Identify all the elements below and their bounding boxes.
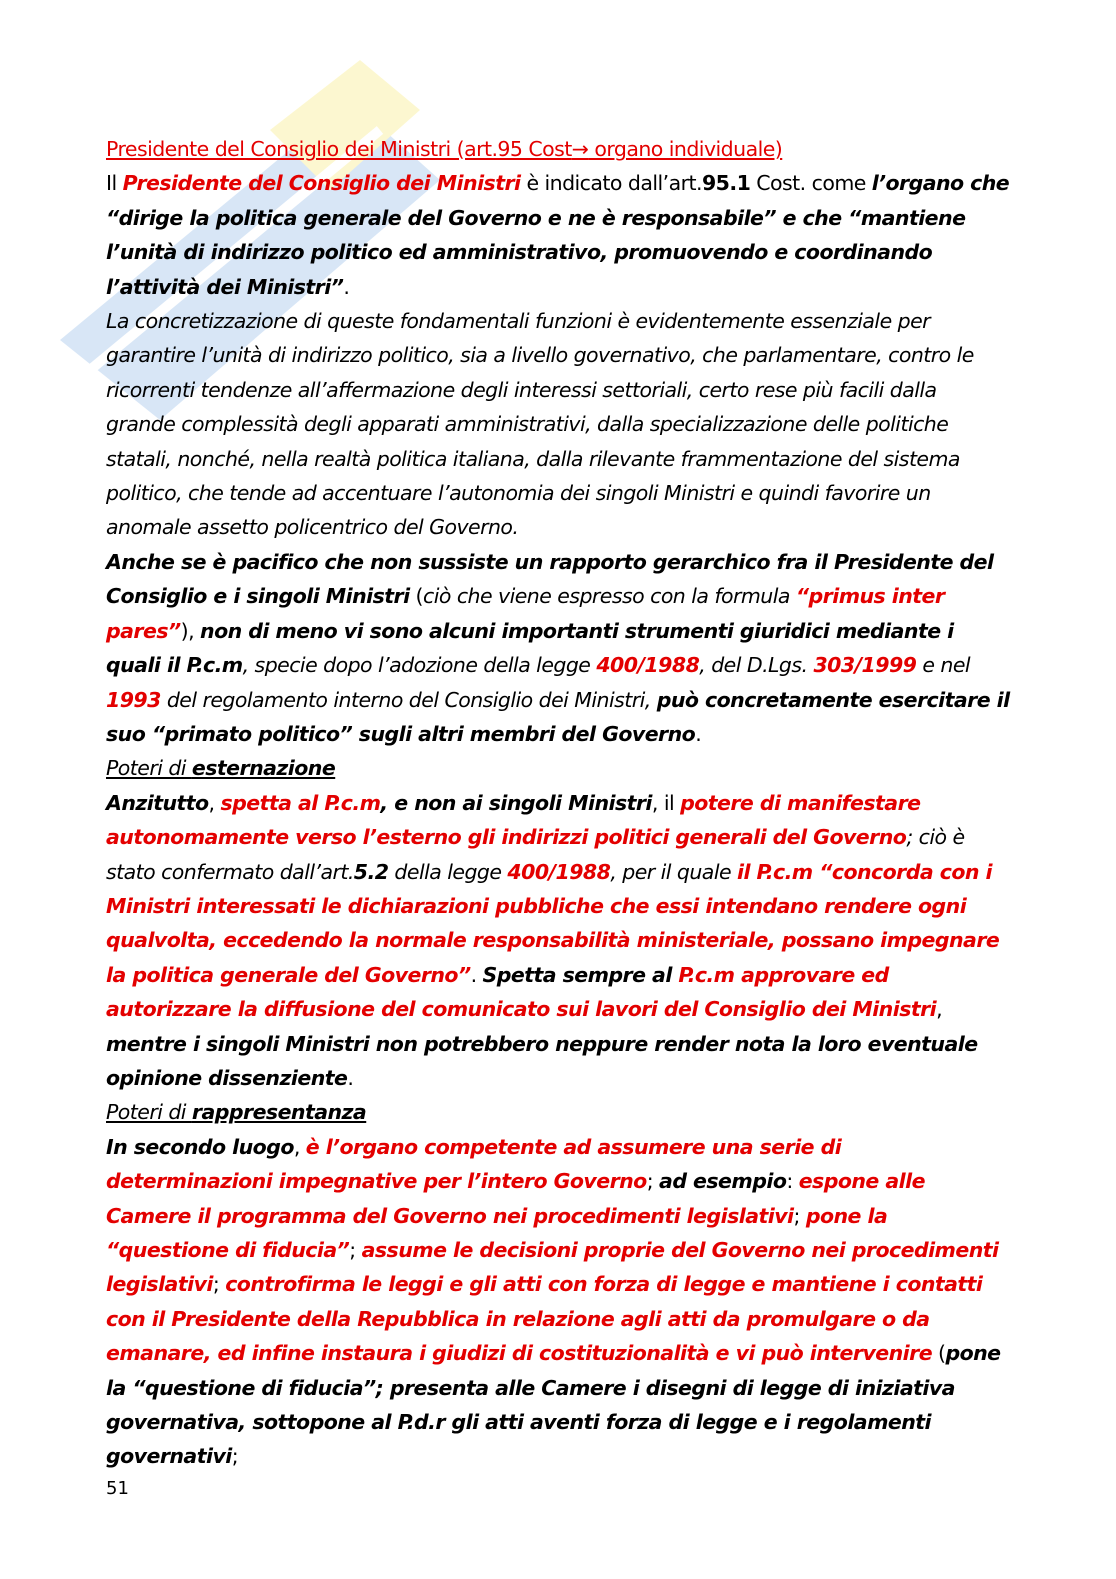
subheading-esternazione: Poteri di esternazione xyxy=(106,756,336,781)
section-heading: Presidente del Consiglio dei Ministri (art.95 Cost→ organo individuale) xyxy=(106,137,783,161)
paragraph-esternazione: Anzitutto, spetta al P.c.m, e non ai singoli Ministri, il potere di manifestare autonomamente verso l’esterno gli indirizzi politici generali del Governo; ciò è stato confermato dall’art.5.2 della legge 400/1988, per il quale il P.c.m “concorda con i Ministri interessati le dichiarazioni pubbliche che essi intendano rendere ogni qualvolta, eccedendo la normale responsabilità ministeriale, possano impegnare la politica generale del Governo”. Spetta sempre al P.c.m approvare ed autorizzare la diffusione del comunicato sui lavori del Consiglio dei Ministri, mentre i singoli Ministri non potrebbero neppure render nota la loro eventuale opinione dissenziente. xyxy=(106,790,1000,1090)
paragraph-primato: Anche se è pacifico che non sussiste un rapporto gerarchico fra il Presidente del Consiglio e i singoli Ministri (ciò che viene espresso con la formula “primus inter pares”), non di meno vi sono alcuni importanti strumenti giuridici mediante i quali il P.c.m, specie dopo l’adozione della legge 400/1988, del D.Lgs. 303/1999 e nel 1993 del regolamento interno del Consiglio dei Ministri, può concretamente esercitare il suo “primato politico” sugli altri membri del Governo. xyxy=(106,549,1010,746)
right-arrow-icon: → xyxy=(571,137,589,161)
document-body xyxy=(106,132,1011,1474)
paragraph-intro: Il Presidente del Consiglio dei Ministri è indicato dall’art.95.1 Cost. come l’organo che “dirige la politica generale del Governo e ne è responsabile” e che “mantiene l’unità di indirizzo politico ed amministrativo, promuovendo e coordinando l’attività dei Ministri”. xyxy=(106,171,1010,299)
paragraph-functions: La concretizzazione di queste fondamentali funzioni è evidentemente essenziale per garantire l’unità di indirizzo politico, sia a livello governativo, che parlamentare, contro le ricorrenti tendenze all’affermazione degli interessi settoriali, certo rese più facili dalla grande complessità degli apparati amministrativi, dalla specializzazione delle politiche statali, nonché, nella realtà politica italiana, dalla rilevante frammentazione del sistema politico, che tende ad accentuare l’autonomia dei singoli Ministri e quindi favorire un anomale assetto policentrico del Governo. xyxy=(106,309,974,540)
page-number: 51 xyxy=(106,1478,129,1499)
subheading-rappresentanza: Poteri di rappresentanza xyxy=(106,1100,367,1125)
paragraph-rappresentanza: In secondo luogo, è l’organo competente ad assumere una serie di determinazioni impegnative per l’intero Governo; ad esempio: espone alle Camere il programma del Governo nei procedimenti legislativi; pone la “questione di fiducia”; assume le decisioni proprie del Governo nei procedimenti legislativi; controfirma le leggi e gli atti con forza di legge e mantiene i contatti con il Presidente della Repubblica in relazione agli atti da promulgare o da emanare, ed infine instaura i giudizi di costituzionalità e vi può intervenire (pone la “questione di fiducia”; presenta alle Camere i disegni di legge di iniziativa governativa, sottopone al P.d.r gli atti aventi forza di legge e i regolamenti governativi; xyxy=(106,1134,1001,1469)
